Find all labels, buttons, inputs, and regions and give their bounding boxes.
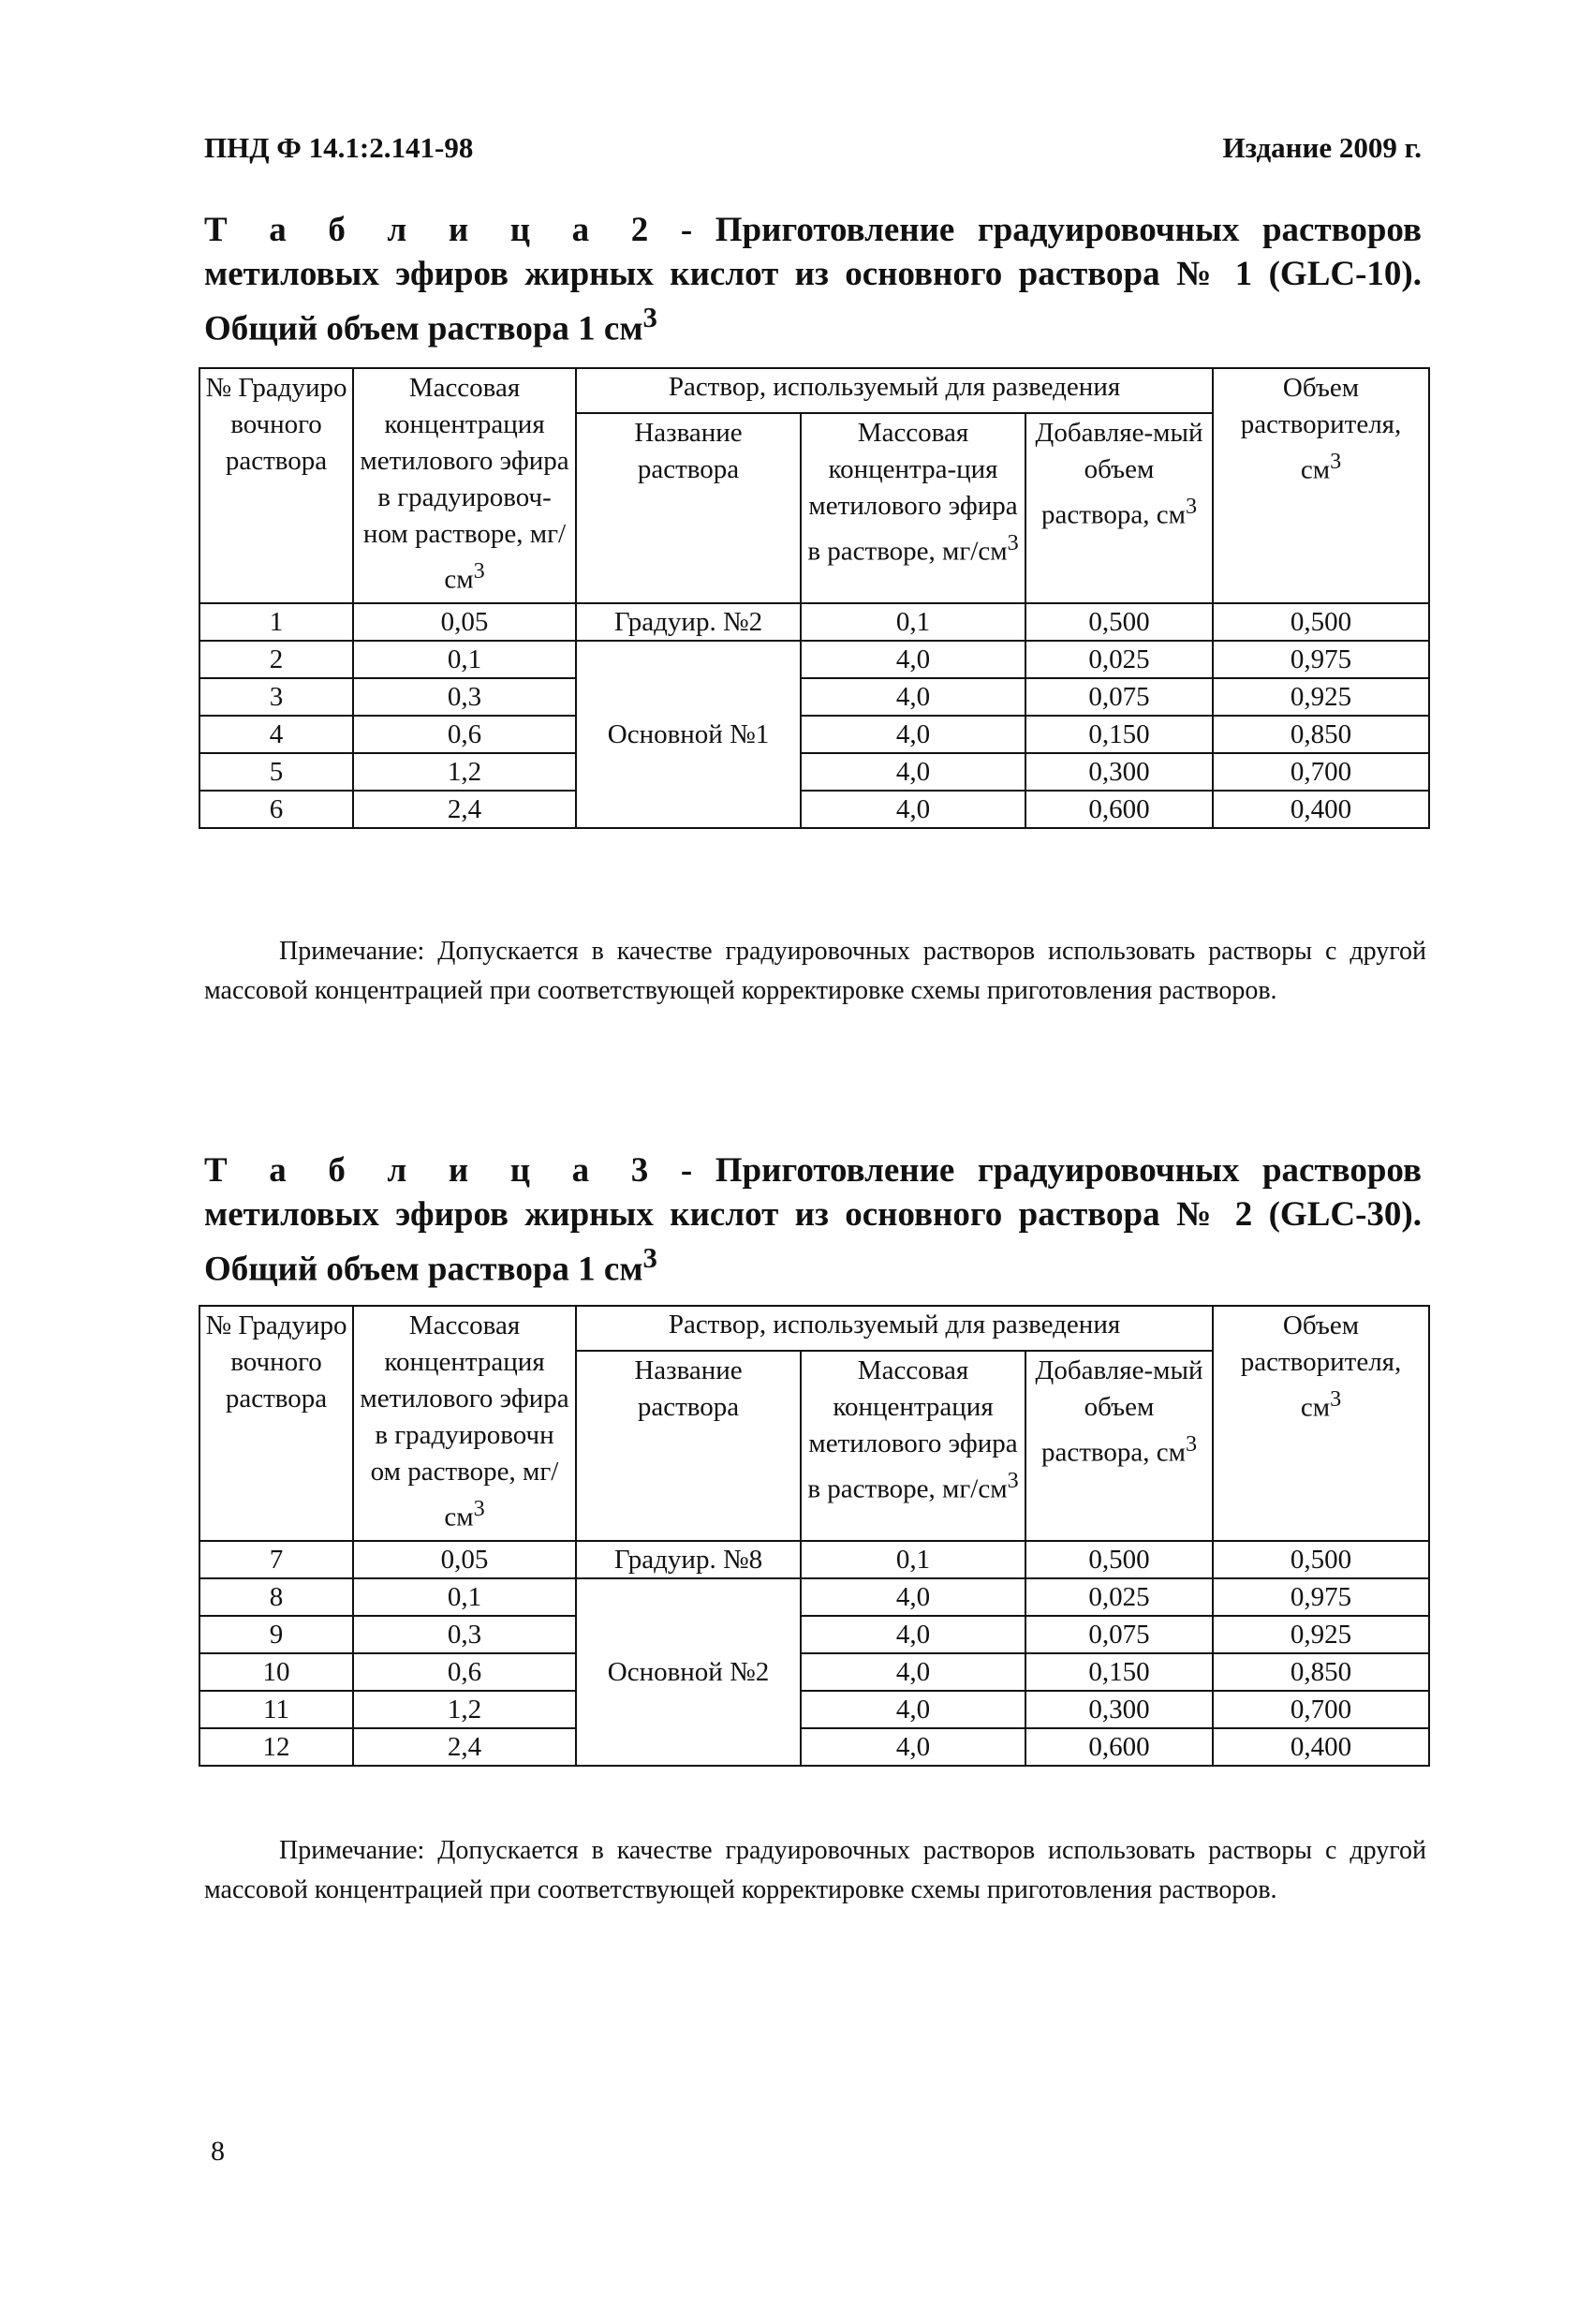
cell-solution-concentration: 4,0 (801, 1616, 1025, 1653)
cell-solvent-volume: 0,700 (1213, 753, 1429, 791)
table-2-note: Примечание: Допускается в качестве градуировочных растворов использовать растворы с другой массовой концентрацией при соответствующей корректировке схемы приготовления растворов. (204, 937, 1426, 1005)
cell-number: 10 (199, 1653, 353, 1691)
table-2-caption-text: - Приготовление градуировочных растворов метиловых эфиров жирных кислот из основного раствора № 1 (GLC-10). Общий объем раствора 1 см (204, 211, 1422, 348)
header-number: № Градуиро вочного раствора (199, 1306, 353, 1541)
header-mass-concentration: Массовая концентрация метилового эфира в градуировочн ом растворе, $мг/см^3$ (353, 1306, 576, 1541)
cell-added-volume: 0,150 (1025, 1653, 1213, 1691)
cell-added-volume: 0,500 (1025, 1541, 1213, 1578)
cell-number: 2 (199, 641, 353, 678)
cell-solution-concentration: 4,0 (801, 1728, 1025, 1766)
cell-added-volume: 0,025 (1025, 641, 1213, 678)
cell-concentration: 1,2 (353, 1691, 576, 1728)
cell-concentration: 2,4 (353, 791, 576, 828)
cell-solution-concentration: 4,0 (801, 791, 1025, 828)
cell-solvent-volume: 0,975 (1213, 1578, 1429, 1616)
cell-solvent-volume: 0,700 (1213, 1691, 1429, 1728)
header-solvent-volume: Объем растворителя, $см^3$ (1213, 1306, 1429, 1541)
cell-solution-concentration: 4,0 (801, 1578, 1025, 1616)
header-solvent-volume: Объем растворителя, $см^3$ (1213, 368, 1429, 603)
cell-concentration: 2,4 (353, 1728, 576, 1766)
cell-solution-concentration: 4,0 (801, 716, 1025, 753)
header-dilution-group: Раствор, используемый для разведения (576, 368, 1213, 413)
cell-concentration: 0,1 (353, 1578, 576, 1616)
cell-solution-concentration: 4,0 (801, 1653, 1025, 1691)
cell-number: 1 (199, 603, 353, 641)
header-mass-concentration: Массовая концентрация метилового эфира в градуировоч-ном растворе, $мг/см^3$ (353, 368, 576, 603)
cell-added-volume: 0,600 (1025, 791, 1213, 828)
table-row (199, 716, 1429, 753)
table-2-label: Т а б л и ц а 2 (204, 211, 658, 249)
table-2 (199, 367, 1430, 829)
cell-solution-concentration: 4,0 (801, 678, 1025, 716)
cell-solution-concentration: 0,1 (801, 603, 1025, 641)
header-solution-name: Название раствора (576, 1351, 801, 1541)
cell-number: 4 (199, 716, 353, 753)
header-added-volume: Добавляе-мый объем раствора, $см^3$ (1025, 1351, 1213, 1541)
header-solution-name: Название раствора (576, 413, 801, 603)
cell-added-volume: 0,300 (1025, 753, 1213, 791)
cell-added-volume: 0,150 (1025, 716, 1213, 753)
table-row (199, 1653, 1429, 1691)
header-dilution-group: Раствор, используемый для разведения (576, 1306, 1213, 1351)
cell-added-volume: 0,025 (1025, 1578, 1213, 1616)
header-added-volume: Добавляе-мый объем раствора, $см^3$ (1025, 413, 1213, 603)
cell-solvent-volume: 0,850 (1213, 716, 1429, 753)
cell-concentration: 0,3 (353, 678, 576, 716)
cell-solution-name: Градуир. №8 (576, 1541, 801, 1578)
table-row (199, 603, 1429, 641)
table-row (199, 678, 1429, 716)
cell-number: 3 (199, 678, 353, 716)
table-2-caption-sup: 3 (642, 302, 657, 333)
cell-solvent-volume: 0,925 (1213, 678, 1429, 716)
edition-label: Издание 2009 г. (1222, 131, 1422, 164)
table-3 (199, 1305, 1430, 1767)
cell-number: 11 (199, 1691, 353, 1728)
header-number: № Градуиро вочного раствора (199, 368, 353, 603)
cell-solvent-volume: 0,500 (1213, 1541, 1429, 1578)
table-3-label: Т а б л и ц а 3 (204, 1151, 658, 1190)
cell-added-volume: 0,075 (1025, 1616, 1213, 1653)
cell-concentration: 0,3 (353, 1616, 576, 1653)
cell-solution-name: Градуир. №2 (576, 603, 801, 641)
table-row (199, 1728, 1429, 1766)
cell-solvent-volume: 0,500 (1213, 603, 1429, 641)
cell-concentration: 0,05 (353, 603, 576, 641)
table-row (199, 1616, 1429, 1653)
table-3-caption-text: - Приготовление градуировочных растворов метиловых эфиров жирных кислот из основного раствора № 2 (GLC-30). Общий объем раствора 1 см (204, 1151, 1422, 1289)
table-3-caption-sup: 3 (642, 1242, 657, 1274)
cell-concentration: 1,2 (353, 753, 576, 791)
cell-solution-name: Основной №2 (576, 1578, 801, 1766)
cell-number: 9 (199, 1616, 353, 1653)
cell-added-volume: 0,500 (1025, 603, 1213, 641)
header-solution-concentration: Массовая концентра-ция метилового эфира в растворе, $мг/см^3$ (801, 413, 1025, 603)
cell-concentration: 0,05 (353, 1541, 576, 1578)
cell-added-volume: 0,600 (1025, 1728, 1213, 1766)
cell-solution-concentration: 4,0 (801, 1691, 1025, 1728)
table-2-caption (204, 208, 1422, 350)
cell-number: 6 (199, 791, 353, 828)
table-row (199, 791, 1429, 828)
cell-solvent-volume: 0,925 (1213, 1616, 1429, 1653)
cell-number: 7 (199, 1541, 353, 1578)
cell-solvent-volume: 0,850 (1213, 1653, 1429, 1691)
header-solution-concentration: Массовая концентрация метилового эфира в растворе, $мг/см^3$ (801, 1351, 1025, 1541)
table-row (199, 1691, 1429, 1728)
cell-solvent-volume: 0,975 (1213, 641, 1429, 678)
cell-solution-concentration: 4,0 (801, 641, 1025, 678)
cell-solution-concentration: 0,1 (801, 1541, 1025, 1578)
cell-number: 12 (199, 1728, 353, 1766)
table-row (199, 1541, 1429, 1578)
table-row (199, 641, 1429, 678)
table-row (199, 753, 1429, 791)
table-3-note: Примечание: Допускается в качестве градуировочных растворов использовать растворы с другой массовой концентрацией при соответствующей корректировке схемы приготовления растворов. (204, 1836, 1426, 1904)
document-code: ПНД Ф 14.1:2.141-98 (204, 131, 474, 164)
cell-number: 5 (199, 753, 353, 791)
cell-concentration: 0,6 (353, 716, 576, 753)
cell-solvent-volume: 0,400 (1213, 1728, 1429, 1766)
table-row (199, 1578, 1429, 1616)
cell-number: 8 (199, 1578, 353, 1616)
cell-solution-concentration: 4,0 (801, 753, 1025, 791)
cell-concentration: 0,1 (353, 641, 576, 678)
cell-solution-name: Основной №1 (576, 641, 801, 828)
cell-added-volume: 0,300 (1025, 1691, 1213, 1728)
cell-concentration: 0,6 (353, 1653, 576, 1691)
cell-solvent-volume: 0,400 (1213, 791, 1429, 828)
cell-added-volume: 0,075 (1025, 678, 1213, 716)
table-3-caption (204, 1148, 1422, 1291)
page-number: 8 (211, 2136, 225, 2167)
